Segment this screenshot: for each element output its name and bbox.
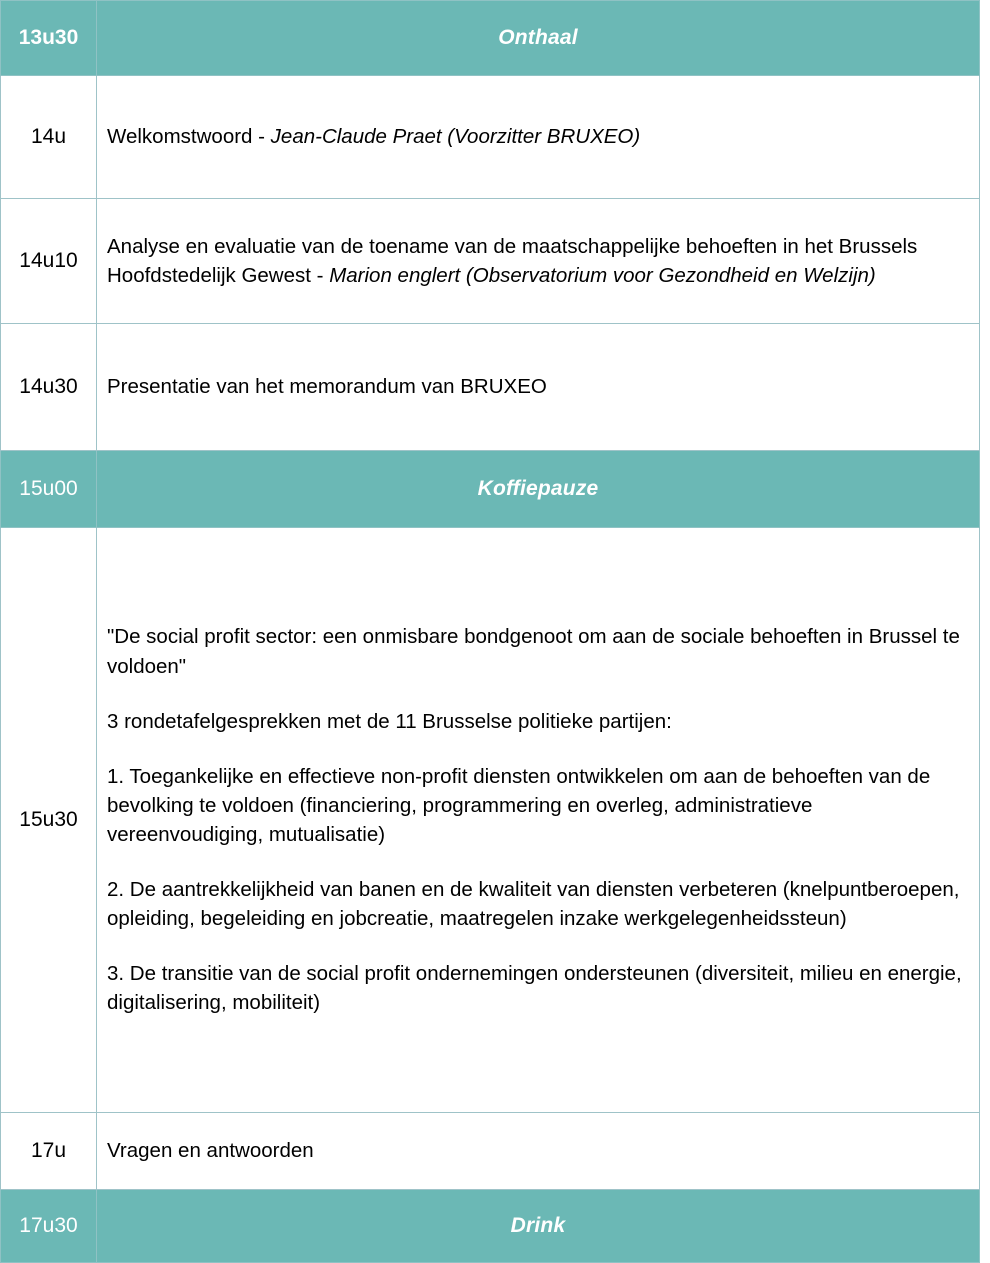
time-cell-memorandum: 14u30 <box>1 324 97 451</box>
banner-label-koffiepauze: Koffiepauze <box>97 451 980 528</box>
time-cell-rondetafel: 15u30 <box>1 528 97 1113</box>
paragraph-topic-1: 1. Toegankelijke en effectieve non-profit diensten ontwikkelen om aan de behoeften van de bevolking te voldoen (financiering, programmering en overleg, administratieve vereenvoudiging, mutualisatie) <box>107 764 931 846</box>
banner-label-drink: Drink <box>97 1190 980 1263</box>
paragraph-theme: "De social profit sector: een onmisbare bondgenoot om aan de sociale behoeften in Brussel te voldoen" <box>107 625 960 678</box>
table-row-analyse <box>1 199 980 324</box>
desc-cell-analyse <box>97 199 980 324</box>
paragraph-topic-2: 2. De aantrekkelijkheid van banen en de kwaliteit van diensten verbeteren (knelpuntberoepen, opleiding, begeleiding en jobcreatie, maatregelen inzake werkgelegenheidssteun) <box>107 878 960 931</box>
desc-cell-rondetafel <box>97 528 980 1113</box>
desc-italic-welkomstwoord: Jean-Claude Praet (Voorzitter BRUXEO) <box>270 125 641 149</box>
table-row-welkomstwoord <box>1 76 980 199</box>
desc-italic-analyse: Marion englert (Observatorium voor Gezondheid en Welzijn) <box>329 264 876 287</box>
time-cell-welkomstwoord: 14u <box>1 76 97 199</box>
table-row-vragen <box>1 1113 980 1190</box>
table-row-drink <box>1 1190 980 1263</box>
desc-cell-vragen: Vragen en antwoorden <box>97 1113 980 1190</box>
desc-cell-welkomstwoord <box>97 76 980 199</box>
desc-plain-welkomstwoord: Welkomstwoord - <box>107 125 271 149</box>
time-cell-koffiepauze: 15u00 <box>1 451 97 528</box>
table-row-memorandum <box>1 324 980 451</box>
table-row-onthaal <box>1 1 980 76</box>
table-row-rondetafel <box>1 528 980 1113</box>
table-row-koffiepauze <box>1 451 980 528</box>
banner-label-onthaal: Onthaal <box>97 1 980 76</box>
paragraph-intro: 3 rondetafelgesprekken met de 11 Brusselse politieke partijen: <box>107 709 672 733</box>
time-cell-onthaal: 13u30 <box>1 1 97 76</box>
time-cell-analyse: 14u10 <box>1 199 97 324</box>
paragraph-topic-3: 3. De transitie van de social profit ondernemingen ondersteunen (diversiteit, milieu en energie, digitalisering, mobiliteit) <box>107 962 962 1015</box>
desc-cell-memorandum: Presentatie van het memorandum van BRUXEO <box>97 324 980 451</box>
time-cell-drink: 17u30 <box>1 1190 97 1263</box>
desc-plain-analyse: Analyse en evaluatie van de toename van de maatschappelijke behoeften in het Brussels Hoofdstedelijk Gewest - <box>107 234 918 287</box>
time-cell-vragen: 17u <box>1 1113 97 1190</box>
